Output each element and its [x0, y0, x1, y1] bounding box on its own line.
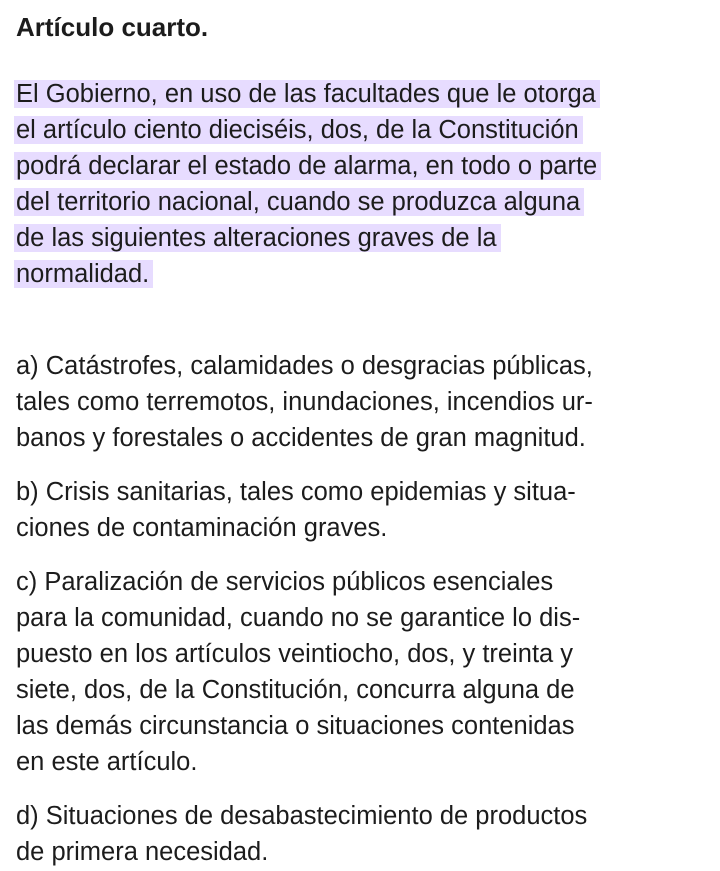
item-a-line: a) Catástrofes, calamidades o desgracias públicas, — [16, 352, 593, 380]
item-d-line: d) Situaciones de desabastecimiento de productos — [16, 802, 588, 830]
article-title: Artículo cuarto. — [16, 12, 209, 42]
item-c-line: las demás circunstancia o situaciones contenidas — [16, 712, 575, 740]
item-b-line: ciones de contaminación graves. — [16, 514, 388, 542]
intro-line — [16, 112, 706, 148]
highlighted-text: del territorio nacional, cuando se produzca alguna — [14, 188, 584, 216]
intro-line — [16, 256, 706, 292]
intro-line — [16, 220, 706, 256]
intro-line — [16, 184, 706, 220]
list-item-c — [16, 564, 706, 780]
item-c-line: c) Paralización de servicios públicos esenciales — [16, 568, 554, 596]
list-item-d — [16, 798, 706, 870]
intro-line — [16, 76, 706, 112]
item-b-line: b) Crisis sanitarias, tales como epidemias y situa- — [16, 478, 576, 506]
highlighted-text: el artículo ciento dieciséis, dos, de la Constitución — [14, 116, 583, 144]
highlighted-text: podrá declarar el estado de alarma, en todo o parte — [14, 152, 601, 180]
article-intro-paragraph — [16, 76, 706, 292]
highlighted-text: de las siguientes alteraciones graves de la — [14, 224, 501, 252]
highlighted-text: El Gobierno, en uso de las facultades que le otorga — [14, 80, 600, 108]
highlighted-text: normalidad. — [14, 260, 153, 288]
item-c-line: para la comunidad, cuando no se garantice lo dis- — [16, 604, 581, 632]
item-d-line: de primera necesidad. — [16, 838, 269, 866]
item-a-line: tales como terremotos, inundaciones, incendios ur- — [16, 388, 593, 416]
item-a-line: banos y forestales o accidentes de gran magnitud. — [16, 424, 586, 452]
intro-line — [16, 148, 706, 184]
list-item-a — [16, 348, 706, 456]
item-c-line: puesto en los artículos veintiocho, dos, y treinta y — [16, 640, 574, 668]
list-item-b — [16, 474, 706, 546]
item-c-line: en este artículo. — [16, 748, 198, 776]
item-c-line: siete, dos, de la Constitución, concurra alguna de — [16, 676, 575, 704]
document-page — [16, 10, 706, 870]
